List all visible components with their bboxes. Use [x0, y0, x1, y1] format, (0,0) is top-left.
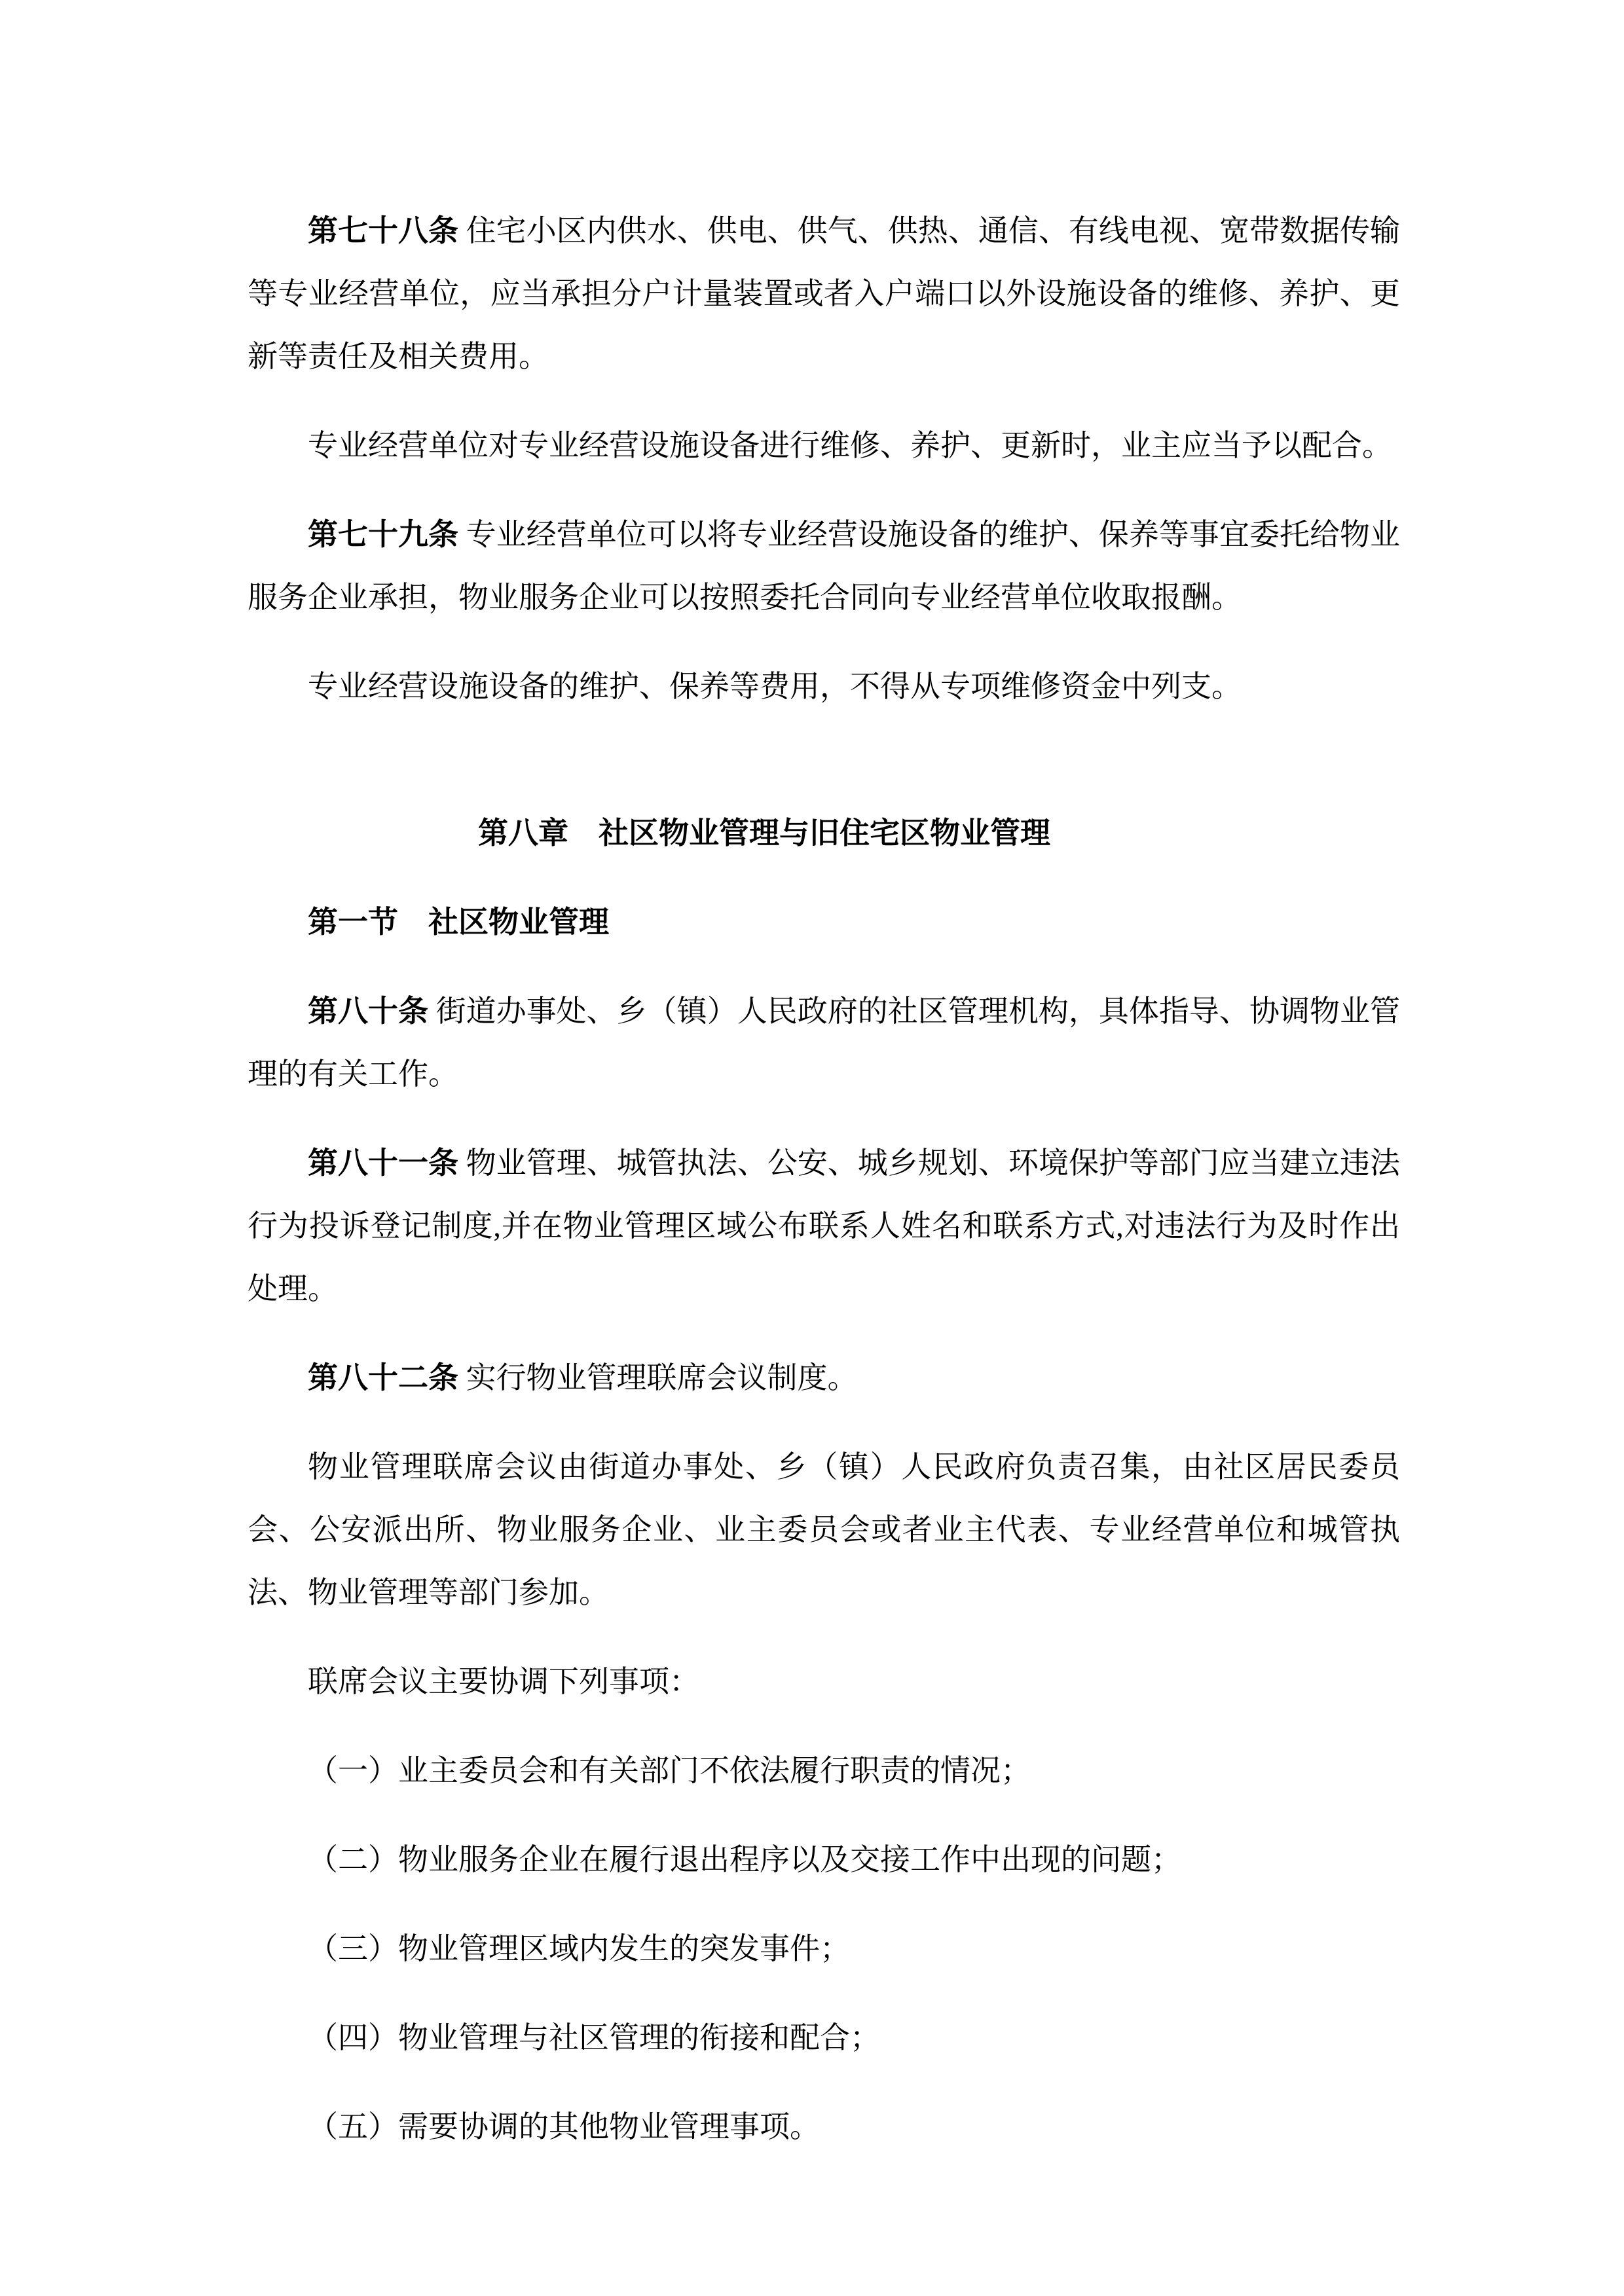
- paragraph: 第七十八条 住宅小区内供水、供电、供气、供热、通信、有线电视、宽带数据传输等专业经营单位，应当承担分户计量装置或者入户端口以外设施设备的维修、养护、更新等责任及相关费用。: [248, 214, 1401, 373]
- document-content: [248, 200, 1400, 2185]
- paragraph: 专业经营设施设备的维护、保养等费用，不得从专项维修资金中列支。: [308, 670, 1242, 703]
- article-number: 第七十八条: [308, 214, 459, 247]
- paragraph: （三）物业管理区域内发生的突发事件；: [308, 1932, 850, 1965]
- paragraph: （四）物业管理与社区管理的衔接和配合；: [308, 2021, 880, 2054]
- paragraph: 专业经营单位对专业经营设施设备进行维修、养护、更新时，业主应当予以配合。: [308, 429, 1392, 462]
- chapter-heading: 第八章 社区物业管理与旧住宅区物业管理: [478, 816, 1050, 850]
- article-number: 第八十条: [308, 994, 429, 1028]
- section-heading: 第一节 社区物业管理: [308, 905, 609, 939]
- paragraph: 第八十条 街道办事处、乡（镇）人民政府的社区管理机构，具体指导、协调物业管理的有关工作。: [248, 994, 1401, 1091]
- paragraph: 第八十一条 物业管理、城管执法、公安、城乡规划、环境保护等部门应当建立违法行为投诉登记制度,并在物业管理区域公布联系人姓名和联系方式,对违法行为及时作出处理。: [248, 1146, 1401, 1305]
- article-number: 第八十一条: [308, 1146, 459, 1180]
- paragraph: 第七十九条 专业经营单位可以将专业经营设施设备的维护、保养等事宜委托给物业服务企业承担，物业服务企业可以按照委托合同向专业经营单位收取报酬。: [248, 518, 1401, 614]
- paragraph: 联席会议主要协调下列事项：: [308, 1665, 699, 1698]
- paragraph: 第八十二条 实行物业管理联席会议制度。: [308, 1361, 858, 1394]
- paragraph: （一）业主委员会和有关部门不依法履行职责的情况；: [308, 1754, 1031, 1787]
- paragraph: （二）物业服务企业在履行退出程序以及交接工作中出现的问题；: [308, 1843, 1181, 1876]
- paragraph: 物业管理联席会议由街道办事处、乡（镇）人民政府负责召集，由社区居民委员会、公安派出所、物业服务企业、业主委员会或者业主代表、专业经营单位和城管执法、物业管理等部门参加。: [248, 1450, 1400, 1609]
- article-number: 第八十二条: [308, 1361, 458, 1394]
- article-number: 第七十九条: [308, 518, 459, 551]
- paragraph: （五）需要协调的其他物业管理事项。: [308, 2110, 820, 2143]
